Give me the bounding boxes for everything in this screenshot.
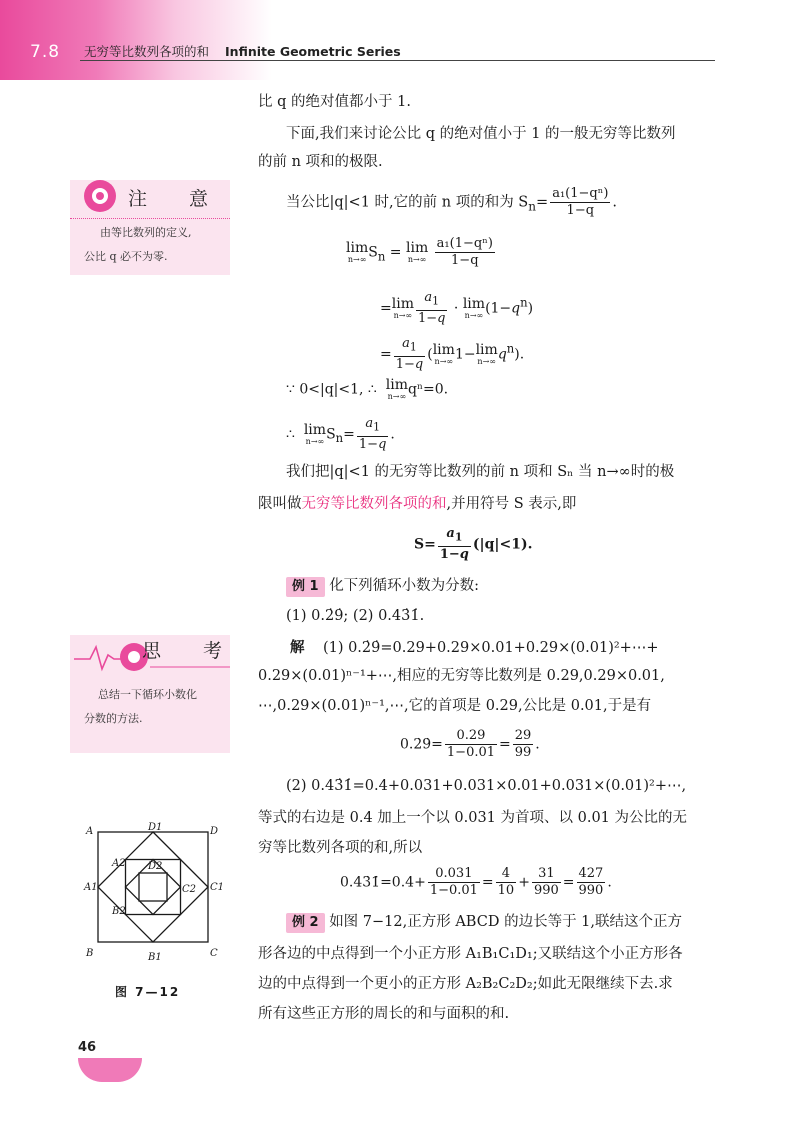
- header-rule: [80, 60, 715, 61]
- example-1-tag: 例 1: [286, 577, 325, 597]
- deriv-frac-bot: 1−q: [451, 253, 479, 268]
- example-1-text: 化下列循环小数为分数:: [329, 578, 480, 594]
- label-A: A: [86, 826, 94, 837]
- derivation-line-3: = $\frac{a_1}{1-q}$ (lim n→∞ 1−lim n→∞ $q^n$).: [380, 336, 525, 372]
- example-2-text-1: 如图 7−12,正方形 ABCD 的边长等于 1,联结这个正方: [329, 914, 683, 930]
- derivation-fraction-1: [435, 236, 495, 269]
- sol2-f1-top: 0.031: [428, 866, 480, 883]
- page-corner-decoration: [78, 1058, 142, 1082]
- sol1-frac-top: 0.29: [445, 728, 497, 745]
- sol2-res-pre: 0.43̇1̇=0.4+: [340, 874, 426, 891]
- sol2-f2-top: 4: [496, 866, 517, 883]
- definition-line-2: [258, 494, 576, 514]
- lim-symbol: [346, 241, 368, 264]
- header-title-en: Infinite Geometric Series: [225, 44, 401, 59]
- header-band: [0, 0, 800, 80]
- label-B: B: [86, 948, 94, 959]
- example-1-line: [286, 576, 479, 597]
- lim-sub: n→∞: [347, 255, 367, 264]
- example-1-items: (1) 0.2̇9̇; (2) 0.43̇1̇.: [286, 608, 425, 624]
- example-2-line-3: 边的中点得到一个更小的正方形 A₂B₂C₂D₂;如此无限继续下去.求: [258, 976, 673, 992]
- solution-1-line-1: [290, 638, 658, 658]
- label-D1: D1: [148, 822, 163, 833]
- think-text-1: 总结一下循环小数化: [98, 688, 197, 701]
- example-2-line-4: 所有这些正方形的周长的和与面积的和.: [258, 1006, 510, 1022]
- eye-icon: [84, 180, 116, 212]
- sol2-f2-bot: 10: [497, 883, 515, 898]
- example-2-tag: 例 2: [286, 913, 325, 933]
- therefore-text: ∴: [286, 426, 295, 443]
- solution-2-line-2: 等式的右边是 0.4 加上一个以 0.031 为首项、以 0.01 为公比的无: [258, 810, 688, 826]
- derivation-line-2: =lim n→∞ $\frac{a_1}{1-q}$ · lim n→∞ $(1-q^n)$: [380, 290, 534, 326]
- infinite-sum-formula: S= $\frac{a_1}{1-q}$ (|q|<1).: [414, 526, 533, 562]
- sol1-res-pre: 0.2̇9̇=: [400, 736, 443, 753]
- text-line-2: 下面,我们来讨论公比 q 的绝对值小于 1 的一般无穷等比数列: [286, 126, 676, 142]
- note-title: 注 意: [128, 188, 227, 210]
- label-C2: C2: [182, 884, 197, 895]
- sum-fraction: [550, 186, 610, 219]
- lim-label: lim: [346, 240, 369, 256]
- label-C1: C1: [210, 882, 225, 893]
- sol1-res-top: 29: [514, 728, 532, 743]
- text-line-1: 比 q 的绝对值都小于 1.: [258, 94, 411, 110]
- solution-2-line-1: (2) 0.43̇1̇=0.4+0.031+0.031×0.01+0.031×(0.01)²+⋯,: [286, 778, 687, 794]
- solution-1-text-1: (1) 0.2̇9̇=0.29+0.29×0.01+0.29×(0.01)²+⋯+: [322, 640, 659, 656]
- def-pre: 限叫做: [258, 496, 302, 512]
- sol2-f3-top: 31: [532, 866, 561, 883]
- sol2-f3-bot: 990: [533, 883, 559, 898]
- solution-1-result: 0.2̇9̇= $\frac{0.29}{1-0.01}$ = $\frac{29}{99}$ .: [400, 728, 540, 760]
- sol1-res-bot: 99: [514, 745, 532, 760]
- note-divider: [70, 218, 230, 219]
- example-2-line-2: 形各边的中点得到一个小正方形 A₁B₁C₁D₁;又联结这个小正方形各: [258, 946, 683, 962]
- sol2-f4-top: 427: [578, 866, 604, 881]
- header-title-cn: 无穷等比数列各项的和: [84, 44, 210, 59]
- definition-term: 无穷等比数列各项的和: [301, 496, 447, 512]
- def-post: ,并用符号 S 表示,即: [446, 496, 577, 512]
- formula-tail: (|q|<1).: [472, 536, 533, 553]
- header-title: [84, 42, 401, 60]
- solution-2-line-3: 穷等比数列各项的和,所以: [258, 840, 423, 856]
- sum-frac-top: a₁(1−qⁿ): [552, 186, 609, 201]
- solution-head: 解: [290, 639, 305, 656]
- think-text-2: 分数的方法.: [84, 712, 143, 725]
- sol2-f1-bot: 1−0.01: [429, 883, 478, 898]
- derivation-line-1: lim n→∞ $S_n = \lim$ n→∞ $\frac{\text{a₁(1−qⁿ)}}{1-q}$: [346, 236, 493, 268]
- deriv-frac-top: a₁(1−qⁿ): [436, 236, 493, 251]
- because-text: ∵ 0<|q|<1, ∴: [286, 381, 377, 398]
- example-2-line-1: [286, 912, 682, 933]
- sol2-f4-bot: 990: [578, 883, 604, 898]
- note-text-1: 由等比数列的定义,: [100, 226, 192, 239]
- solution-1-line-3: ⋯,0.29×(0.01)ⁿ⁻¹,⋯,它的首项是 0.29,公比是 0.01,于是有: [258, 698, 652, 714]
- page-number: 46: [78, 1040, 97, 1055]
- because-tail: qⁿ=0.: [407, 381, 449, 398]
- sum-formula-pre: 当公比|q|<1 时,它的前 n 项的和为 S: [286, 194, 529, 211]
- nested-squares-figure: [82, 822, 225, 968]
- note-text-2: 公比 q 必不为零.: [84, 250, 168, 263]
- think-title: 思 考: [142, 640, 241, 662]
- lim-label: lim: [405, 240, 429, 256]
- label-A1: A1: [84, 882, 98, 893]
- lim-sub: n→∞: [407, 255, 427, 264]
- label-B1: B1: [148, 952, 162, 963]
- definition-line-1: 我们把|q|<1 的无穷等比数列的前 n 项和 Sₙ 当 n→∞时的极: [286, 464, 675, 480]
- label-B2: B2: [112, 906, 126, 917]
- formula-s: S=: [414, 536, 436, 553]
- figure-caption: 图 7—12: [115, 985, 181, 999]
- label-D: D: [210, 826, 219, 837]
- solution-1-line-2: 0.29×(0.01)ⁿ⁻¹+⋯,相应的无穷等比数列是 0.29,0.29×0.01,: [258, 668, 665, 684]
- label-C: C: [210, 948, 218, 959]
- sum-frac-bot: 1−q: [566, 203, 595, 218]
- therefore-line: ∴ lim n→∞ $S_n=$ $\frac{a_1}{1-q}$ .: [286, 416, 395, 452]
- lim-symbol: [406, 241, 428, 264]
- text-line-3: 的前 n 项和的极限.: [258, 154, 383, 170]
- section-number: 7.8: [30, 42, 61, 62]
- because-line: ∵ 0<|q|<1, ∴ lim n→∞ qⁿ=0.: [286, 377, 449, 401]
- label-D2: D2: [148, 861, 163, 872]
- solution-2-result: 0.43̇1̇=0.4+ $\frac{0.031}{1-0.01}$ = $\frac{4}{10}$ + $\frac{31}{990}$ = $\frac{427}{990}$ .: [340, 866, 612, 898]
- sol1-frac-bot: 1−0.01: [446, 745, 496, 760]
- label-A2: A2: [112, 858, 126, 869]
- sum-formula-line: 当公比|q|<1 时,它的前 n 项的和为 $S_n=$ $\frac{\text{a₁(1−qⁿ)}}{1-q}$ .: [286, 186, 618, 218]
